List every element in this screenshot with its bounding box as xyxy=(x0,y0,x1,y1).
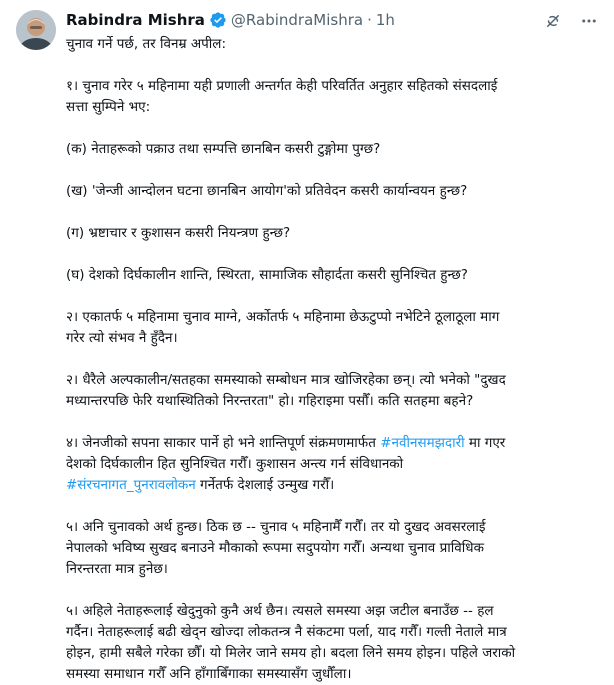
tweet-text-segment: ४। जेनजीको सपना साकार पार्ने हो भने शान्तिपूर्ण संक्रमणमार्फत xyxy=(66,435,381,451)
profile-photo xyxy=(16,10,56,50)
tweet-text-segment: मा गएर xyxy=(464,435,506,451)
tweet-line: ५। अहिले नेताहरूलाई खेदुनुको कुनै अर्थ छैन। त्यसले समस्या अझ जटील बनाउँछ -- हल xyxy=(66,603,494,619)
author-handle[interactable]: @RabindraMishra xyxy=(230,11,364,29)
tweet-line: समस्या समाधान गरौँ अनि हाँगाबिँगाका समस्यासँग जुधौँला। xyxy=(66,666,352,682)
tweet-line xyxy=(66,433,598,454)
tweet-line: (क) नेताहरूको पक्राउ तथा सम्पत्ति छानबिन कसरी टुङ्गोमा पुग्छ? xyxy=(66,141,381,157)
tweet-line: ५। अनि चुनावको अर्थ हुन्छ। ठिक छ -- चुनाव ५ महिनामैँ गरौँ। तर यो दुखद अवसरलाई xyxy=(66,519,486,535)
tweet-line: निरन्तरता मात्र हुनेछ। xyxy=(66,561,168,577)
hashtag-link[interactable]: #संरचनागत_पुनरावलोकन xyxy=(66,477,196,493)
tweet-line: होइन, हामी सबैले गरेका छौँ। यो मिलेर जाने समय हो। बदला लिने समय होइन। पहिले जराको xyxy=(66,645,516,661)
author-name[interactable]: Rabindra Mishra xyxy=(66,11,205,29)
tweet-line: सत्ता सुम्पिने भए: xyxy=(66,99,151,115)
tweet-line xyxy=(66,475,598,496)
tweet-header xyxy=(66,9,598,31)
tweet-line: (ग) भ्रष्टाचार र कुशासन कसरी नियन्त्रण हुन्छ? xyxy=(66,225,291,241)
separator-dot: · xyxy=(367,11,372,29)
tweet-line: २। एकातर्फ ५ महिनामा चुनाव माग्ने, अर्कोतर्फ ५ महिनामा छेऊटुप्पो नभेटिने ठूलाठूला माग xyxy=(66,309,500,325)
tweet-actions xyxy=(544,12,598,30)
tweet-line: १। चुनाव गरेर ५ महिनामा यही प्रणाली अन्तर्गत केही परिवर्तित अनुहार सहितको संसदलाई xyxy=(66,78,498,94)
tweet-line: (ख) 'जेन्जी आन्दोलन घटना छानबिन आयोग'को प्रतिवेदन कसरी कार्यान्वयन हुन्छ? xyxy=(66,183,468,199)
tweet-line: मध्यान्तरपछि फेरि यथास्थितिको निरन्तरता" हो। गहिराइमा पसौँ। कति सतहमा बहने? xyxy=(66,393,474,409)
avatar[interactable] xyxy=(16,10,56,50)
tweet-line: (घ) देशको दिर्घकालीन शान्ति, स्थिरता, सामाजिक सौहार्दता कसरी सुनिश्चित हुन्छ? xyxy=(66,267,468,283)
tweet-line: नेपालको भविष्य सुखद बनाउने मौकाको रूपमा सदुपयोग गरौँ। अन्यथा चुनाव प्राविधिक xyxy=(66,540,484,556)
more-dots-icon[interactable] xyxy=(580,12,598,30)
tweet-line: गर्दैन। नेताहरूलाई बढी खेद्न खोज्दा लोकतन्त्र नै संकटमा पर्ला, याद गरौँ। गल्ती नेताले मात्र xyxy=(66,624,507,640)
tweet-line: चुनाव गर्ने पर्छ, तर विनम्र अपील: xyxy=(66,36,227,52)
verified-badge-icon xyxy=(209,11,227,29)
tweet-line: २। धैरैले अल्पकालीन/सतहका समस्याको सम्बोधन मात्र खोजिरहेका छन्। त्यो भनेको "दुखद xyxy=(66,372,506,388)
hashtag-link[interactable]: #नवीनसमझदारी xyxy=(380,435,465,451)
tweet-text xyxy=(66,34,598,685)
grok-icon[interactable] xyxy=(544,12,562,30)
tweet-text-segment: गर्नेतर्फ देशलाई उन्मुख गरौँ। xyxy=(195,477,335,493)
tweet-line: देशको दिर्घकालीन हित सुनिश्चित गरौँ। कुशासन अन्त्य गर्न संविधानको xyxy=(66,456,404,472)
tweet-line: गरेर त्यो संभव नै हुँदैन। xyxy=(66,330,178,346)
timestamp[interactable]: 1h xyxy=(375,11,395,29)
